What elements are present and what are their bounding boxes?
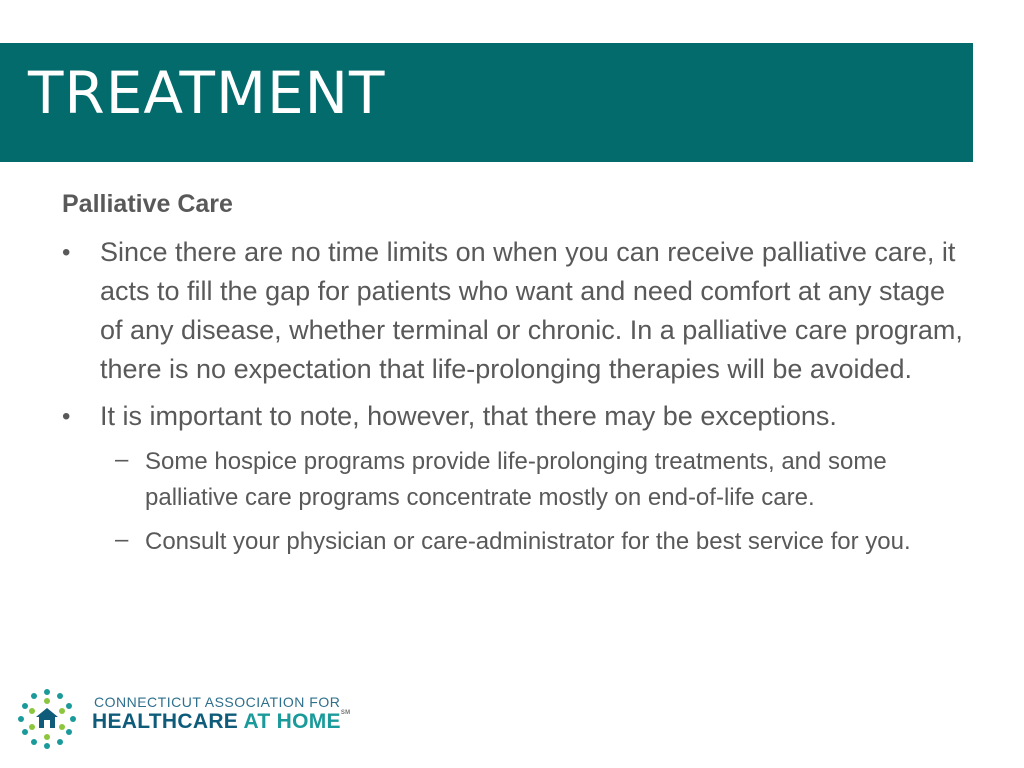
sub-bullet-item xyxy=(115,524,972,560)
bullet-marker: • xyxy=(62,238,71,266)
slide-content xyxy=(62,188,972,568)
organization-logo xyxy=(16,688,356,752)
bullet-item xyxy=(62,233,972,389)
logo-dots-icon xyxy=(16,688,78,750)
sub-bullet-text: Some hospice programs provide life-prolonging treatments, and some palliative care programs concentrate mostly on end-of-life care. xyxy=(145,447,887,511)
bullet-marker: • xyxy=(62,402,71,430)
sub-bullet-text: Consult your physician or care-administrator for the best service for you. xyxy=(145,527,911,555)
logo-service-mark: SM xyxy=(340,710,351,716)
slide-title: TREATMENT xyxy=(28,59,386,127)
sub-bullet-item xyxy=(115,444,972,516)
logo-line1: CONNECTICUT ASSOCIATION FOR xyxy=(94,694,341,710)
bullet-text: Since there are no time limits on when you can receive palliative care, it acts to fill the gap for patients who want and need comfort at any stage of any disease, whether terminal or chronic. In a palliative care program, there is no expectation that life-prolonging therapies will be avoided. xyxy=(100,236,963,384)
logo-line2 xyxy=(92,710,350,734)
logo-line2-part2: AT HOME xyxy=(243,710,341,733)
bullet-text: It is important to note, however, that there may be exceptions. xyxy=(100,400,837,431)
section-heading: Palliative Care xyxy=(62,190,233,218)
bullet-item xyxy=(62,397,972,436)
sub-bullet-marker: – xyxy=(115,525,129,553)
logo-line2-part1: HEALTHCARE xyxy=(92,710,244,733)
sub-bullet-marker: – xyxy=(115,445,129,473)
